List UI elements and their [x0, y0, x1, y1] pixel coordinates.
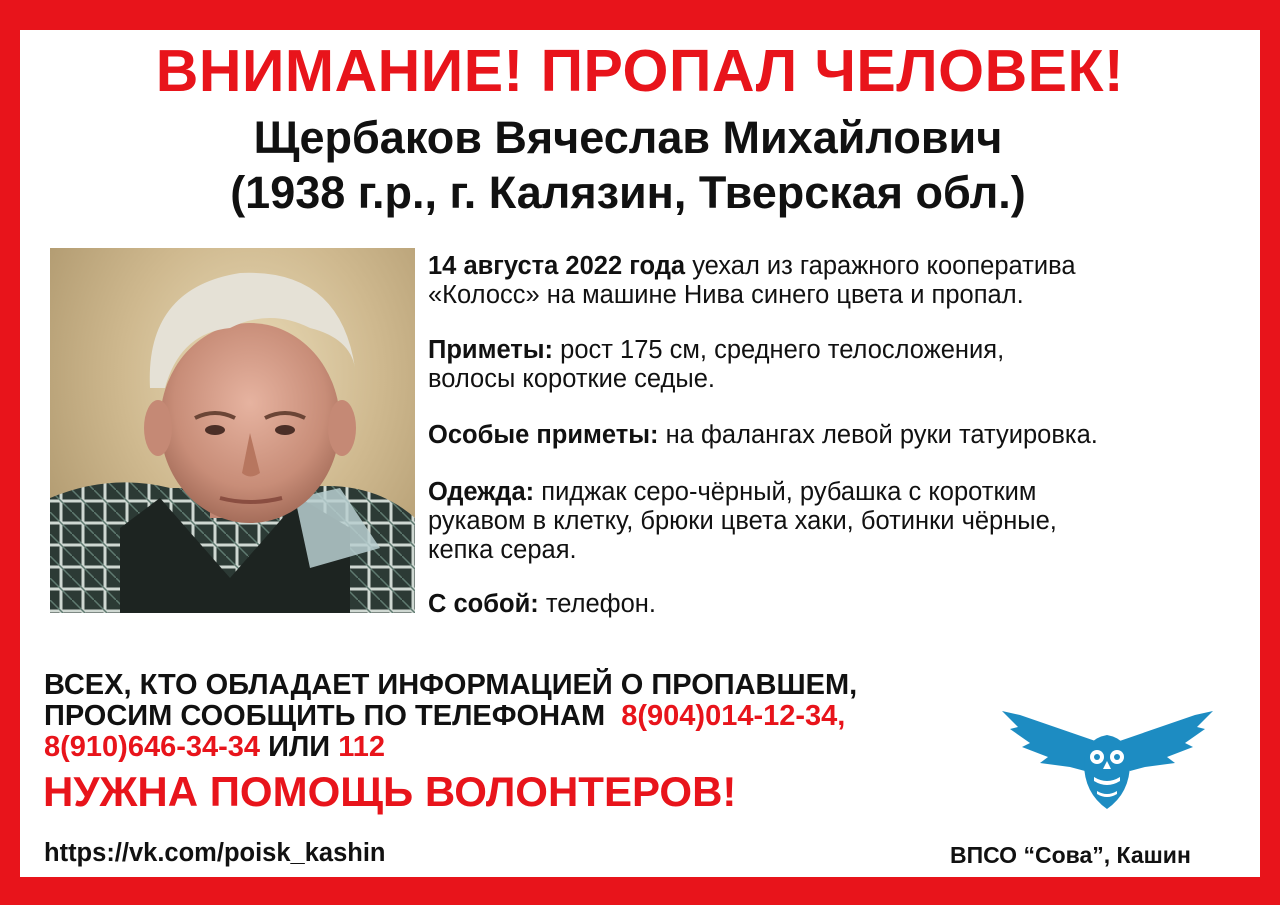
carry-label: С собой:	[428, 590, 539, 618]
special-signs-label: Особые приметы:	[428, 421, 659, 449]
special-signs-info	[428, 421, 1098, 450]
date-text: уехал из гаражного кооператива	[685, 252, 1076, 280]
volunteers-needed: НУЖНА ПОМОЩЬ ВОЛОНТЕРОВ!	[43, 768, 737, 815]
phone-number-1[interactable]: 8(904)014-12-34,	[621, 700, 846, 732]
clothes-text-line3: кепка серая.	[428, 536, 577, 564]
contact-line1: ВСЕХ, КТО ОБЛАДАЕТ ИНФОРМАЦИЕЙ О ПРОПАВШЕМ,	[44, 669, 858, 701]
clothes-text: пиджак серо-чёрный, рубашка с коротким	[534, 478, 1037, 506]
clothes-info	[428, 478, 1057, 565]
or-text: ИЛИ	[260, 731, 339, 763]
date-label: 14 августа 2022 года	[428, 252, 686, 280]
headline: ВНИМАНИЕ! ПРОПАЛ ЧЕЛОВЕК!	[155, 38, 1125, 104]
signs-info	[428, 336, 1004, 394]
signs-label: Приметы:	[428, 336, 554, 364]
date-text-line2: «Колосс» на машине Нива синего цвета и пропал.	[428, 281, 1024, 309]
special-signs-text: на фалангах левой руки татуировка.	[658, 421, 1098, 449]
phone-number-emergency[interactable]: 112	[338, 731, 385, 763]
owl-logo-icon	[1000, 705, 1215, 815]
contact-line2: ПРОСИМ СООБЩИТЬ ПО ТЕЛЕФОНАМ	[44, 700, 606, 732]
signs-text-line2: волосы короткие седые.	[428, 365, 716, 393]
missing-person-details: (1938 г.р., г. Калязин, Тверская обл.)	[230, 167, 1026, 218]
contact-request	[44, 670, 857, 763]
organization-name: ВПСО “Сова”, Кашин	[950, 842, 1191, 868]
missing-person-name: Щербаков Вячеслав Михайлович	[253, 112, 1003, 163]
missing-person-photo	[50, 248, 415, 613]
phone-number-2[interactable]: 8(910)646-34-34	[44, 731, 261, 763]
clothes-label: Одежда:	[428, 478, 535, 506]
disappearance-info	[428, 252, 1076, 310]
clothes-text-line2: рукавом в клетку, брюки цвета хаки, ботинки чёрные,	[428, 507, 1057, 535]
vk-link[interactable]: https://vk.com/poisk_kashin	[44, 839, 386, 867]
signs-text: рост 175 см, среднего телосложения,	[553, 336, 1005, 364]
carry-info	[428, 590, 656, 619]
carry-text: телефон.	[538, 590, 656, 618]
